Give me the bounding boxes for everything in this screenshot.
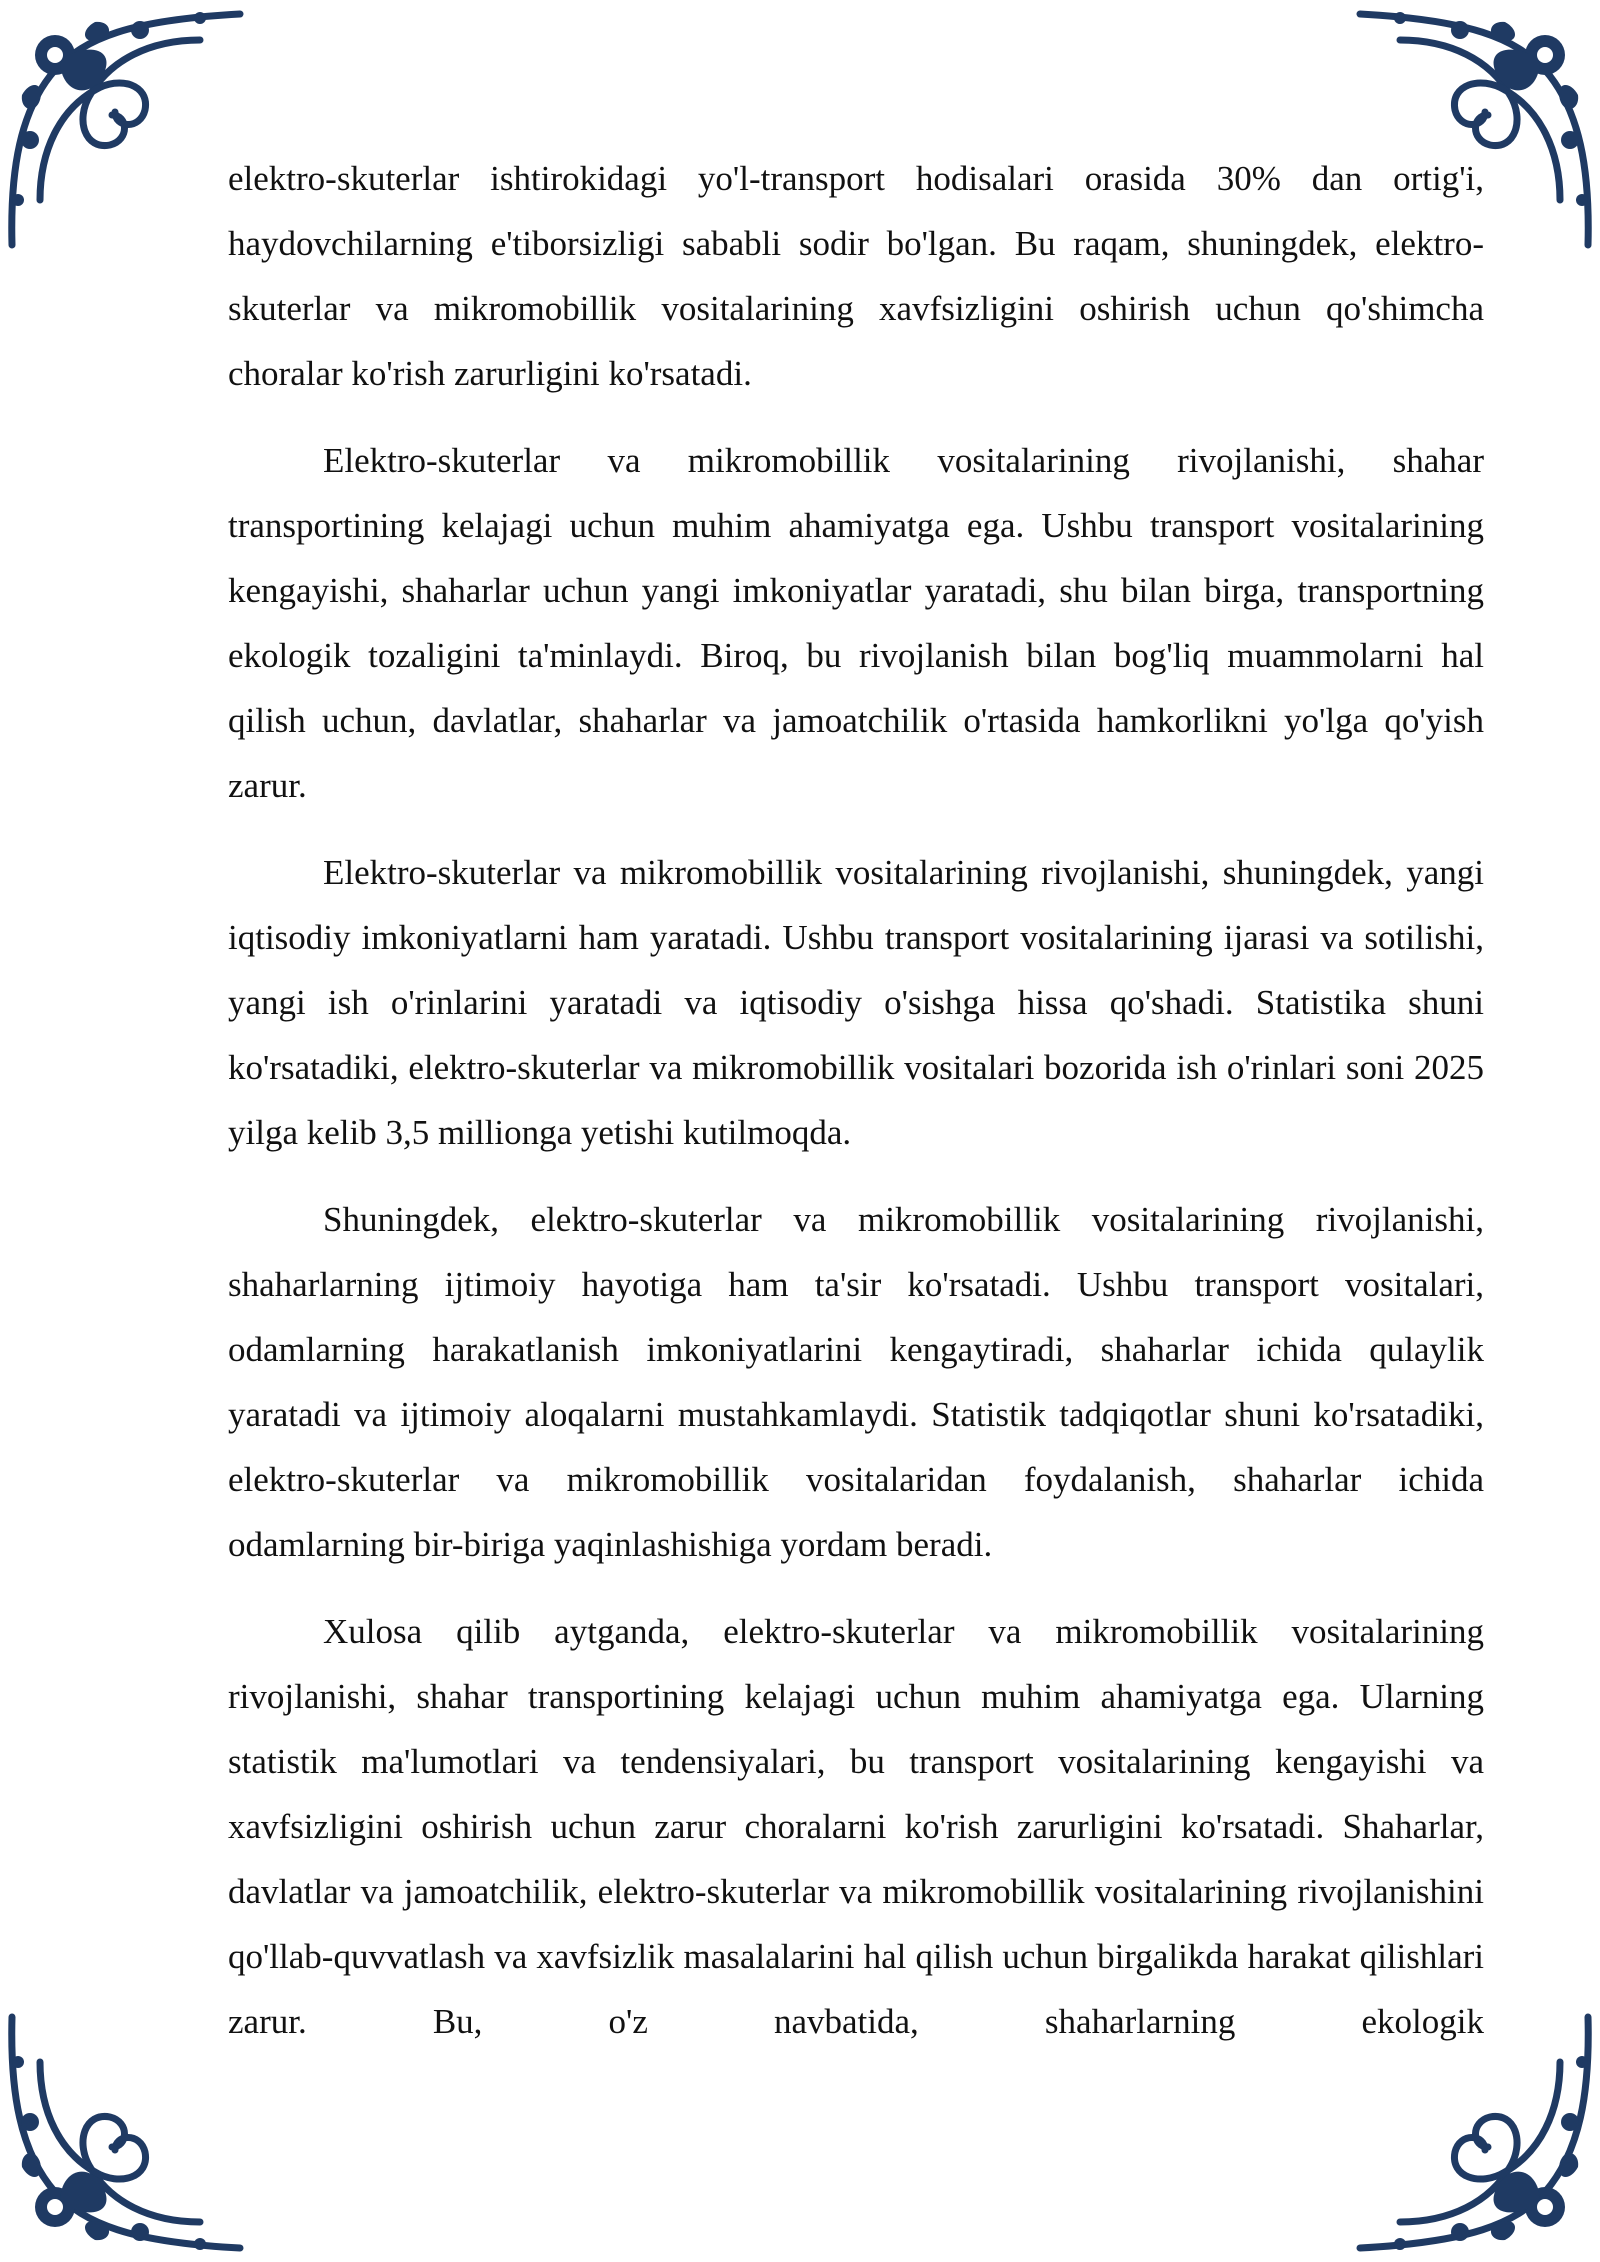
body-text [228,146,1484,2076]
paragraph: Shuningdek, elektro-skuterlar va mikromobillik vositalarining rivojlanishi, shaharlarning ijtimoiy hayotiga ham ta'sir ko'rsatadi. Ushbu transport vositalari, odamlarning harakatlanish imkoniyatlarini kengaytiradi, shaharlar ichida qulaylik yaratadi va ijtimoiy aloqalarni mustahkamlaydi. Statistik tadqiqotlar shuni ko'rsatadiki, elektro-skuterlar va mikromobillik vositalaridan foydalanish, shaharlar ichida odamlarning bir-biriga yaqinlashishiga yordam beradi. [228,1200,1484,1564]
corner-ornament-icon [0,0,260,260]
paragraph: elektro-skuterlar ishtirokidagi yo'l-transport hodisalari orasida 30% dan ortig'i, haydovchilarning e'tiborsizligi sababli sodir bo'lgan. Bu raqam, shuningdek, elektro-skuterlar va mikromobillik vositalarining xavfsizligini oshirish uchun qo'shimcha choralar ko'rish zarurligini ko'rsatadi. [228,159,1484,393]
paragraph: Elektro-skuterlar va mikromobillik vositalarining rivojlanishi, shahar transportining kelajagi uchun muhim ahamiyatga ega. Ushbu transport vositalarining kengayishi, shaharlar uchun yangi imkoniyatlar yaratadi, shu bilan birga, transportning ekologik tozaligini ta'minlaydi. Biroq, bu rivojlanish bilan bog'liq muammolarni hal qilish uchun, davlatlar, shaharlar va jamoatchilik o'rtasida hamkorlikni yo'lga qo'yish zarur. [228,441,1484,805]
paragraph: Xulosa qilib aytganda, elektro-skuterlar va mikromobillik vositalarining rivojlanishi, shahar transportining kelajagi uchun muhim ahamiyatga ega. Ularning statistik ma'lumotlari va tendensiyalari, bu transport vositalarining kengayishi va xavfsizligini oshirish uchun zarur choralarni ko'rish zarurligini ko'rsatadi. Shaharlar, davlatlar va jamoatchilik, elektro-skuterlar va mikromobillik vositalarining rivojlanishini qo'llab-quvvatlash va xavfsizlik masalalarini hal qilish uchun birgalikda harakat qilishlari zarur. Bu, o'z navbatida, shaharlarning ekologik [228,1612,1484,2041]
corner-ornament-icon [0,2002,260,2262]
paragraph: Elektro-skuterlar va mikromobillik vositalarining rivojlanishi, shuningdek, yangi iqtisodiy imkoniyatlarni ham yaratadi. Ushbu transport vositalarining ijarasi va sotilishi, yangi ish o'rinlarini yaratadi va iqtisodiy o'sishga hissa qo'shadi. Statistika shuni ko'rsatadiki, elektro-skuterlar va mikromobillik vositalari bozorida ish o'rinlari soni 2025 yilga kelib 3,5 millionga yetishi kutilmoqda. [228,853,1484,1152]
